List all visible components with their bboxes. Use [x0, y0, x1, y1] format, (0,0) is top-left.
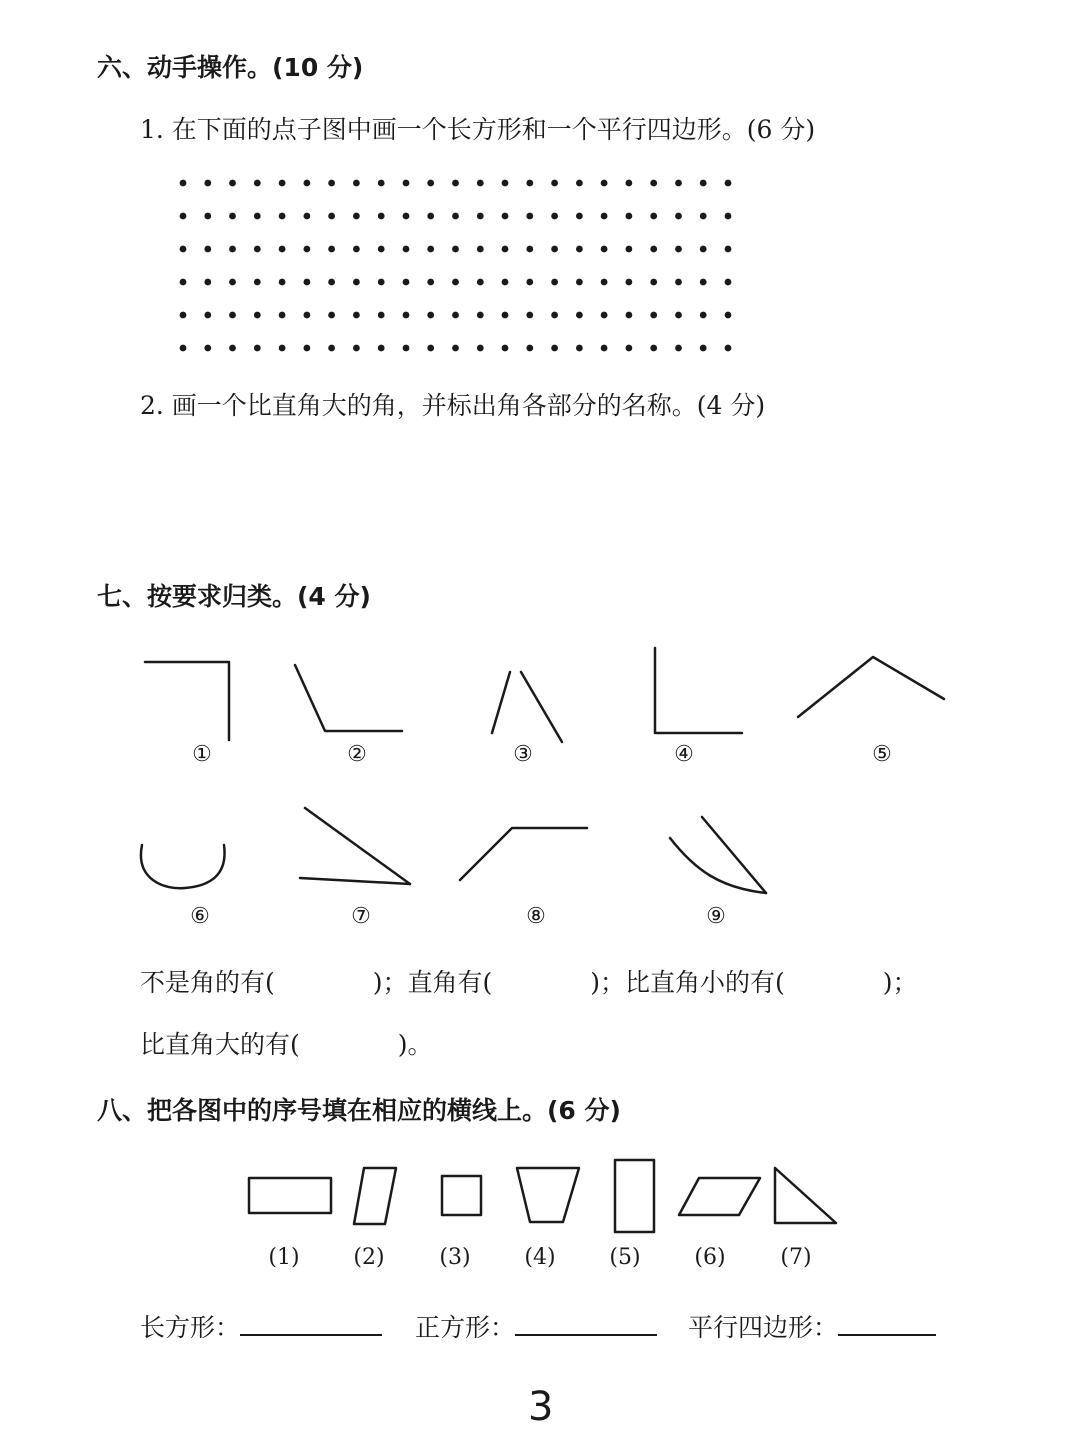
shape-2-parallelogram	[354, 1168, 396, 1224]
figure-label-5: ⑤	[872, 742, 892, 767]
grid-dot[interactable]	[526, 279, 533, 286]
grid-dot[interactable]	[626, 279, 633, 286]
grid-dot[interactable]	[229, 180, 236, 187]
grid-dot[interactable]	[650, 312, 657, 319]
shape-label-3: (3)	[439, 1245, 471, 1270]
grid-dot[interactable]	[204, 246, 211, 253]
parallelogram-answer-blank[interactable]	[838, 1334, 936, 1336]
grid-dot[interactable]	[229, 279, 236, 286]
grid-dot[interactable]	[353, 312, 360, 319]
shape-label-6: (6)	[694, 1245, 726, 1270]
grid-dot[interactable]	[502, 345, 509, 352]
figure-label-7: ⑦	[351, 904, 371, 929]
grid-dot[interactable]	[502, 180, 509, 187]
grid-dot[interactable]	[229, 213, 236, 220]
grid-dot[interactable]	[700, 180, 707, 187]
grid-dot[interactable]	[675, 213, 682, 220]
grid-dot[interactable]	[254, 312, 261, 319]
grid-dot[interactable]	[328, 246, 335, 253]
grid-dot[interactable]	[576, 180, 583, 187]
angle-figure-8	[460, 828, 587, 880]
shape-4-trapezoid	[517, 1168, 579, 1222]
grid-dot[interactable]	[675, 312, 682, 319]
angle-figure-3	[492, 672, 562, 742]
grid-dot[interactable]	[650, 246, 657, 253]
grid-dot[interactable]	[502, 279, 509, 286]
grid-dot[interactable]	[353, 345, 360, 352]
grid-dot[interactable]	[254, 279, 261, 286]
grid-dot[interactable]	[601, 345, 608, 352]
grid-dot[interactable]	[725, 180, 732, 187]
grid-dot[interactable]	[378, 246, 385, 253]
shape-7-right-triangle	[775, 1168, 836, 1223]
question-6-2: 2. 画一个比直角大的角，并标出角各部分的名称。(4 分)	[140, 391, 766, 420]
grid-dot[interactable]	[576, 213, 583, 220]
grid-dot[interactable]	[427, 279, 434, 286]
grid-dot[interactable]	[254, 246, 261, 253]
grid-dot[interactable]	[526, 180, 533, 187]
grid-dot[interactable]	[477, 312, 484, 319]
grid-dot[interactable]	[427, 180, 434, 187]
grid-dot[interactable]	[626, 213, 633, 220]
grid-dot[interactable]	[180, 213, 187, 220]
acute-angle-label: )；比直角小的有(	[590, 968, 785, 997]
figure-label-4: ④	[674, 742, 694, 767]
shape-label-4: (4)	[524, 1245, 556, 1270]
angle-figure-4	[655, 648, 742, 733]
right-angle-label: )；直角有(	[372, 968, 493, 997]
grid-dot[interactable]	[229, 312, 236, 319]
question-6-1: 1. 在下面的点子图中画一个长方形和一个平行四边形。(6 分)	[140, 115, 816, 144]
grid-dot[interactable]	[601, 279, 608, 286]
figure-label-8: ⑧	[526, 904, 546, 929]
rectangle-answer-blank[interactable]	[240, 1334, 382, 1336]
grid-dot[interactable]	[452, 312, 459, 319]
grid-dot[interactable]	[576, 312, 583, 319]
classify-line-1	[140, 963, 918, 999]
grid-dot[interactable]	[328, 213, 335, 220]
grid-dot[interactable]	[427, 213, 434, 220]
grid-dot[interactable]	[254, 213, 261, 220]
grid-dot[interactable]	[304, 345, 311, 352]
grid-dot[interactable]	[279, 312, 286, 319]
rectangle-answer-label: 长方形：	[140, 1313, 241, 1342]
figure-label-2: ②	[347, 742, 367, 767]
grid-dot[interactable]	[180, 279, 187, 286]
grid-dot[interactable]	[427, 312, 434, 319]
grid-dot[interactable]	[204, 180, 211, 187]
grid-dot[interactable]	[650, 213, 657, 220]
angle-figure-5	[798, 657, 944, 717]
square-answer-label: 正方形：	[415, 1313, 516, 1342]
shape-5-rectangle	[615, 1160, 654, 1232]
grid-dot[interactable]	[526, 312, 533, 319]
grid-dot[interactable]	[403, 180, 410, 187]
grid-dot[interactable]	[403, 312, 410, 319]
grid-dot[interactable]	[601, 213, 608, 220]
grid-dot[interactable]	[502, 213, 509, 220]
curve-figure-6	[141, 845, 225, 888]
grid-dot[interactable]	[304, 279, 311, 286]
grid-dot[interactable]	[304, 312, 311, 319]
grid-dot[interactable]	[700, 312, 707, 319]
grid-dot[interactable]	[328, 180, 335, 187]
grid-dot[interactable]	[526, 246, 533, 253]
grid-dot[interactable]	[378, 180, 385, 187]
grid-dot[interactable]	[700, 345, 707, 352]
section-7-heading: 七、按要求归类。(4 分)	[97, 582, 371, 611]
grid-dot[interactable]	[378, 279, 385, 286]
grid-dot[interactable]	[254, 180, 261, 187]
obtuse-angle-label: 比直角大的有(	[140, 1030, 300, 1059]
shape-label-1: (1)	[268, 1245, 300, 1270]
grid-dot[interactable]	[675, 180, 682, 187]
grid-dot[interactable]	[229, 345, 236, 352]
grid-dot[interactable]	[700, 213, 707, 220]
grid-dot[interactable]	[725, 345, 732, 352]
grid-dot[interactable]	[328, 312, 335, 319]
grid-dot[interactable]	[601, 312, 608, 319]
not-angle-label: 不是角的有(	[140, 968, 275, 997]
grid-dot[interactable]	[477, 279, 484, 286]
grid-dot[interactable]	[700, 246, 707, 253]
grid-dot[interactable]	[650, 180, 657, 187]
grid-dot[interactable]	[279, 279, 286, 286]
shape-3-square	[442, 1176, 481, 1215]
grid-dot[interactable]	[328, 279, 335, 286]
grid-dot[interactable]	[675, 345, 682, 352]
grid-dot[interactable]	[180, 180, 187, 187]
angle-figure-2	[295, 665, 402, 731]
grid-dot[interactable]	[204, 213, 211, 220]
grid-dot[interactable]	[551, 279, 558, 286]
grid-dot[interactable]	[279, 345, 286, 352]
shape-label-7: (7)	[780, 1245, 812, 1270]
page-number: 3	[528, 1384, 554, 1430]
grid-dot[interactable]	[378, 312, 385, 319]
section-6-heading: 六、动手操作。(10 分)	[97, 53, 364, 82]
grid-dot[interactable]	[551, 246, 558, 253]
grid-dot[interactable]	[576, 246, 583, 253]
grid-dot[interactable]	[502, 312, 509, 319]
grid-dot[interactable]	[452, 213, 459, 220]
grid-dot[interactable]	[626, 345, 633, 352]
grid-dot[interactable]	[304, 246, 311, 253]
grid-dot[interactable]	[700, 279, 707, 286]
grid-dot[interactable]	[477, 246, 484, 253]
grid-dot[interactable]	[551, 312, 558, 319]
grid-dot[interactable]	[601, 180, 608, 187]
grid-dot[interactable]	[576, 345, 583, 352]
grid-dot[interactable]	[304, 180, 311, 187]
grid-dot[interactable]	[353, 180, 360, 187]
grid-dot[interactable]	[279, 180, 286, 187]
section-8-heading: 八、把各图中的序号填在相应的横线上。(6 分)	[97, 1096, 621, 1125]
square-answer-blank[interactable]	[515, 1334, 657, 1336]
grid-dot[interactable]	[551, 180, 558, 187]
grid-dot[interactable]	[650, 345, 657, 352]
figure-label-1: ①	[192, 742, 212, 767]
grid-dot[interactable]	[452, 246, 459, 253]
grid-dot[interactable]	[378, 213, 385, 220]
grid-dot[interactable]	[353, 213, 360, 220]
classify-line-2	[140, 1025, 433, 1061]
shape-label-2: (2)	[353, 1245, 385, 1270]
grid-dot[interactable]	[204, 279, 211, 286]
grid-dot[interactable]	[725, 279, 732, 286]
shape-1-rectangle	[249, 1178, 331, 1213]
grid-dot[interactable]	[403, 213, 410, 220]
shape-6-parallelogram	[679, 1178, 760, 1215]
figure-label-6: ⑥	[190, 904, 210, 929]
grid-dot[interactable]	[526, 345, 533, 352]
rectangle-answer	[140, 1308, 382, 1344]
grid-dot[interactable]	[180, 246, 187, 253]
grid-dot[interactable]	[403, 279, 410, 286]
parallelogram-answer	[688, 1308, 936, 1344]
grid-dot[interactable]	[452, 180, 459, 187]
grid-dot[interactable]	[601, 246, 608, 253]
grid-dot[interactable]	[551, 213, 558, 220]
grid-dot[interactable]	[675, 279, 682, 286]
line-2-end: )。	[397, 1030, 433, 1059]
grid-dot[interactable]	[725, 312, 732, 319]
grid-dot[interactable]	[477, 213, 484, 220]
angle-figure-1	[145, 662, 229, 740]
grid-dot[interactable]	[403, 246, 410, 253]
grid-dot[interactable]	[229, 246, 236, 253]
grid-dot[interactable]	[477, 180, 484, 187]
grid-dot[interactable]	[526, 213, 533, 220]
grid-dot[interactable]	[279, 213, 286, 220]
grid-dot[interactable]	[452, 345, 459, 352]
grid-dot[interactable]	[626, 246, 633, 253]
grid-dot[interactable]	[180, 312, 187, 319]
grid-dot[interactable]	[204, 345, 211, 352]
grid-dot[interactable]	[427, 246, 434, 253]
grid-dot[interactable]	[725, 246, 732, 253]
grid-dot[interactable]	[626, 312, 633, 319]
grid-dot[interactable]	[353, 279, 360, 286]
grid-dot[interactable]	[304, 213, 311, 220]
dot-grid[interactable]	[180, 180, 732, 352]
parallelogram-answer-label: 平行四边形：	[688, 1313, 839, 1342]
grid-dot[interactable]	[328, 345, 335, 352]
grid-dot[interactable]	[551, 345, 558, 352]
line-1-end: )；	[882, 968, 918, 997]
angle-figure-7	[300, 808, 410, 884]
grid-dot[interactable]	[427, 345, 434, 352]
grid-dot[interactable]	[353, 246, 360, 253]
grid-dot[interactable]	[204, 312, 211, 319]
curve-angle-figure-9	[670, 817, 766, 893]
grid-dot[interactable]	[403, 345, 410, 352]
grid-dot[interactable]	[378, 345, 385, 352]
grid-dot[interactable]	[502, 246, 509, 253]
grid-dot[interactable]	[675, 246, 682, 253]
grid-dot[interactable]	[650, 279, 657, 286]
grid-dot[interactable]	[180, 345, 187, 352]
grid-dot[interactable]	[254, 345, 261, 352]
grid-dot[interactable]	[576, 279, 583, 286]
grid-dot[interactable]	[477, 345, 484, 352]
grid-dot[interactable]	[626, 180, 633, 187]
shape-label-5: (5)	[609, 1245, 641, 1270]
grid-dot[interactable]	[452, 279, 459, 286]
figure-label-9: ⑨	[706, 904, 726, 929]
square-answer	[415, 1308, 657, 1344]
grid-dot[interactable]	[725, 213, 732, 220]
figure-label-3: ③	[513, 742, 533, 767]
grid-dot[interactable]	[279, 246, 286, 253]
